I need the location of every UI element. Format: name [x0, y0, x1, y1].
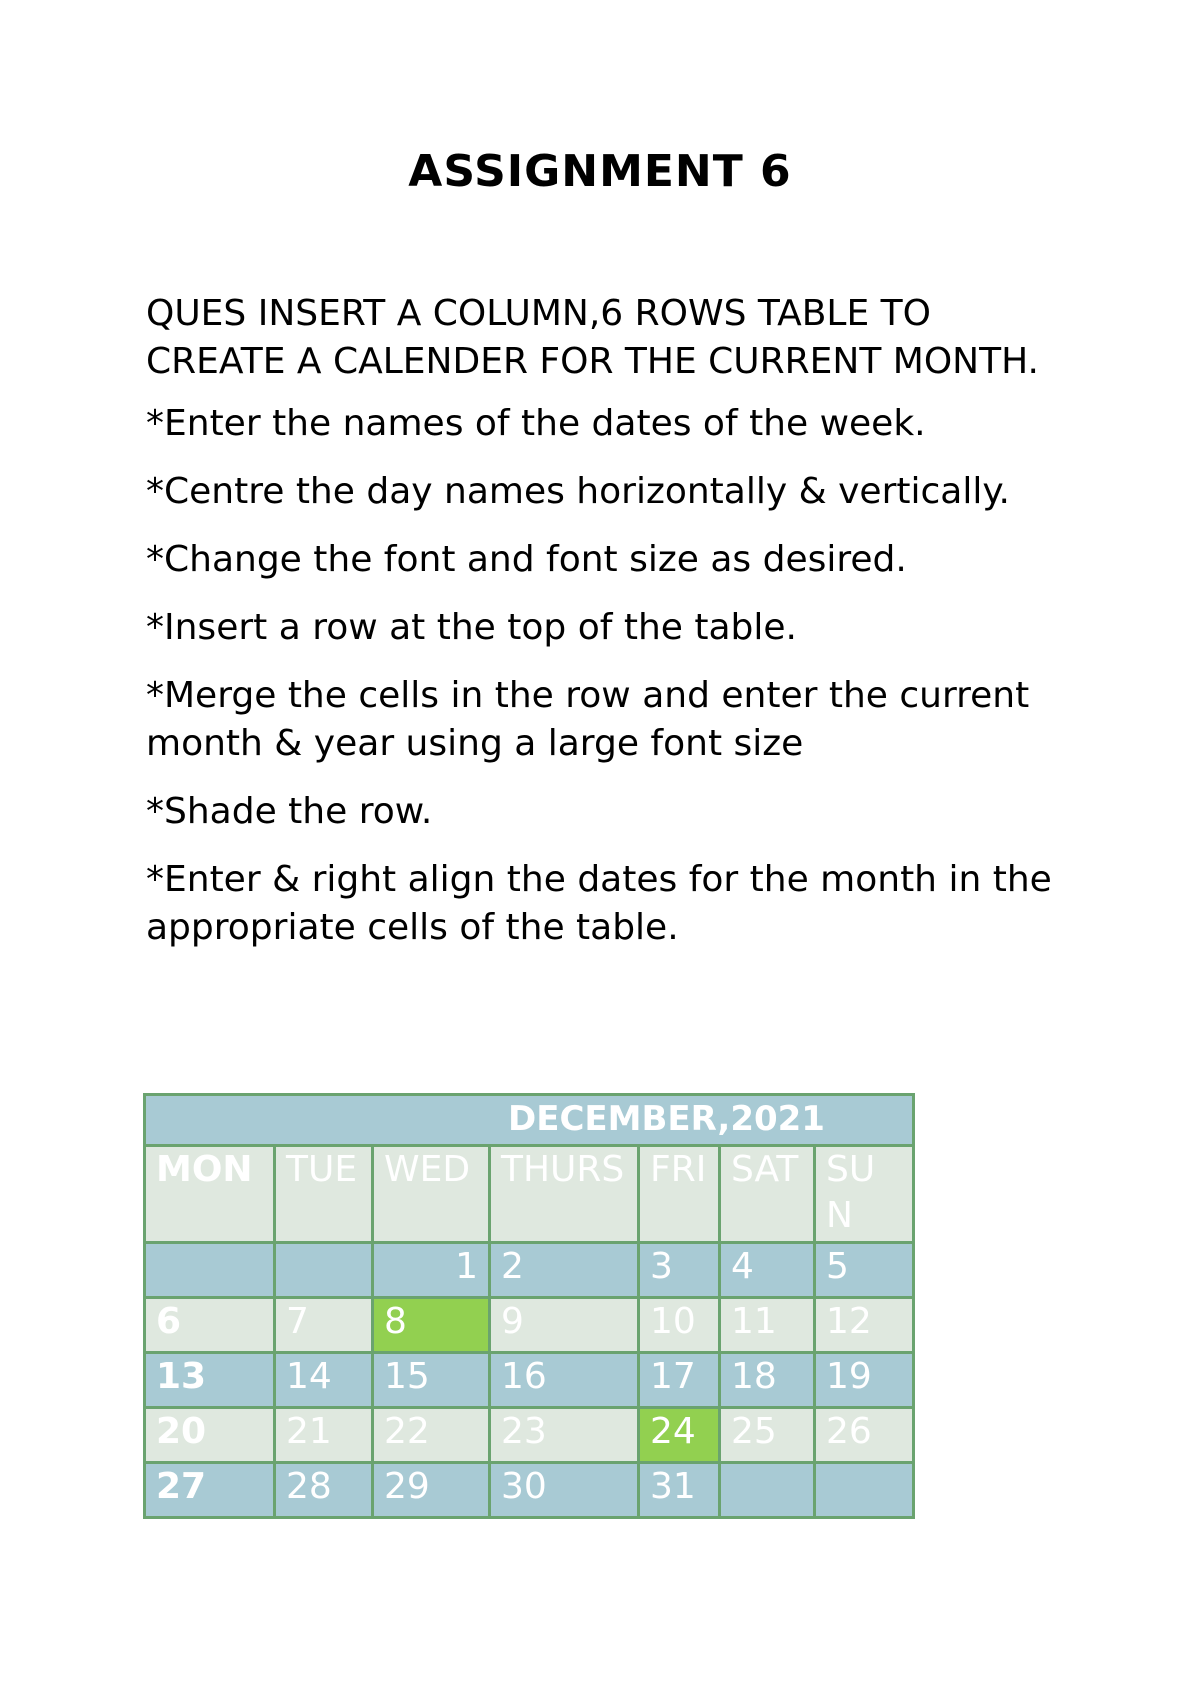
day-header-sat: SAT: [720, 1146, 815, 1243]
date-cell: 28: [275, 1463, 373, 1518]
calendar-month-label: DECEMBER,2021: [145, 1095, 914, 1146]
calendar-week-row: [145, 1243, 914, 1298]
date-cell: 11: [720, 1298, 815, 1353]
date-cell: [275, 1243, 373, 1298]
date-cell-highlighted: 8: [373, 1298, 490, 1353]
date-cell: 18: [720, 1353, 815, 1408]
date-cell: 3: [639, 1243, 720, 1298]
date-cell: 7: [275, 1298, 373, 1353]
date-cell: 10: [639, 1298, 720, 1353]
date-cell: 23: [490, 1408, 639, 1463]
date-cell: [815, 1463, 914, 1518]
day-header-thurs: THURS: [490, 1146, 639, 1243]
date-cell: 15: [373, 1353, 490, 1408]
assignment-body: [146, 290, 1066, 972]
instruction-item: *Centre the day names horizontally & vertically.: [146, 471, 1010, 512]
calendar-week-row: [145, 1408, 914, 1463]
day-header-sun: SUN: [815, 1146, 914, 1243]
page-title: ASSIGNMENT 6: [408, 146, 792, 197]
date-cell: 30: [490, 1463, 639, 1518]
instruction-list: [146, 400, 1066, 952]
date-cell: 21: [275, 1408, 373, 1463]
question-text: QUES INSERT A COLUMN,6 ROWS TABLE TO CREATE A CALENDER FOR THE CURRENT MONTH.: [146, 293, 1039, 382]
date-cell: 25: [720, 1408, 815, 1463]
date-cell: 14: [275, 1353, 373, 1408]
date-cell: 19: [815, 1353, 914, 1408]
calendar-week-row: [145, 1463, 914, 1518]
day-header-mon: MON: [145, 1146, 275, 1243]
date-cell: 29: [373, 1463, 490, 1518]
date-cell: [145, 1243, 275, 1298]
date-cell: 1: [373, 1243, 490, 1298]
calendar-week-row: [145, 1298, 914, 1353]
date-cell: 27: [145, 1463, 275, 1518]
day-header-tue: TUE: [275, 1146, 373, 1243]
instruction-item: *Merge the cells in the row and enter the current month & year using a large font size: [146, 675, 1030, 764]
instruction-item: *Enter the names of the dates of the week.: [146, 403, 926, 444]
instruction-item: *Shade the row.: [146, 791, 433, 832]
day-header-wed: WED: [373, 1146, 490, 1243]
date-cell: 12: [815, 1298, 914, 1353]
date-cell: 2: [490, 1243, 639, 1298]
date-cell: 22: [373, 1408, 490, 1463]
calendar-day-header-row: [145, 1146, 914, 1243]
calendar-table: [143, 1093, 915, 1519]
date-cell: 26: [815, 1408, 914, 1463]
date-cell-highlighted: 24: [639, 1408, 720, 1463]
calendar-month-row: [145, 1095, 914, 1146]
date-cell: 17: [639, 1353, 720, 1408]
date-cell: 4: [720, 1243, 815, 1298]
date-cell: [720, 1463, 815, 1518]
date-cell: 5: [815, 1243, 914, 1298]
instruction-item: *Insert a row at the top of the table.: [146, 607, 797, 648]
instruction-item: *Change the font and font size as desired.: [146, 539, 907, 580]
date-cell: 16: [490, 1353, 639, 1408]
calendar-week-row: [145, 1353, 914, 1408]
date-cell: 6: [145, 1298, 275, 1353]
instruction-item: *Enter & right align the dates for the month in the appropriate cells of the table.: [146, 859, 1052, 948]
date-cell: 13: [145, 1353, 275, 1408]
date-cell: 31: [639, 1463, 720, 1518]
date-cell: 20: [145, 1408, 275, 1463]
date-cell: 9: [490, 1298, 639, 1353]
day-header-fri: FRI: [639, 1146, 720, 1243]
